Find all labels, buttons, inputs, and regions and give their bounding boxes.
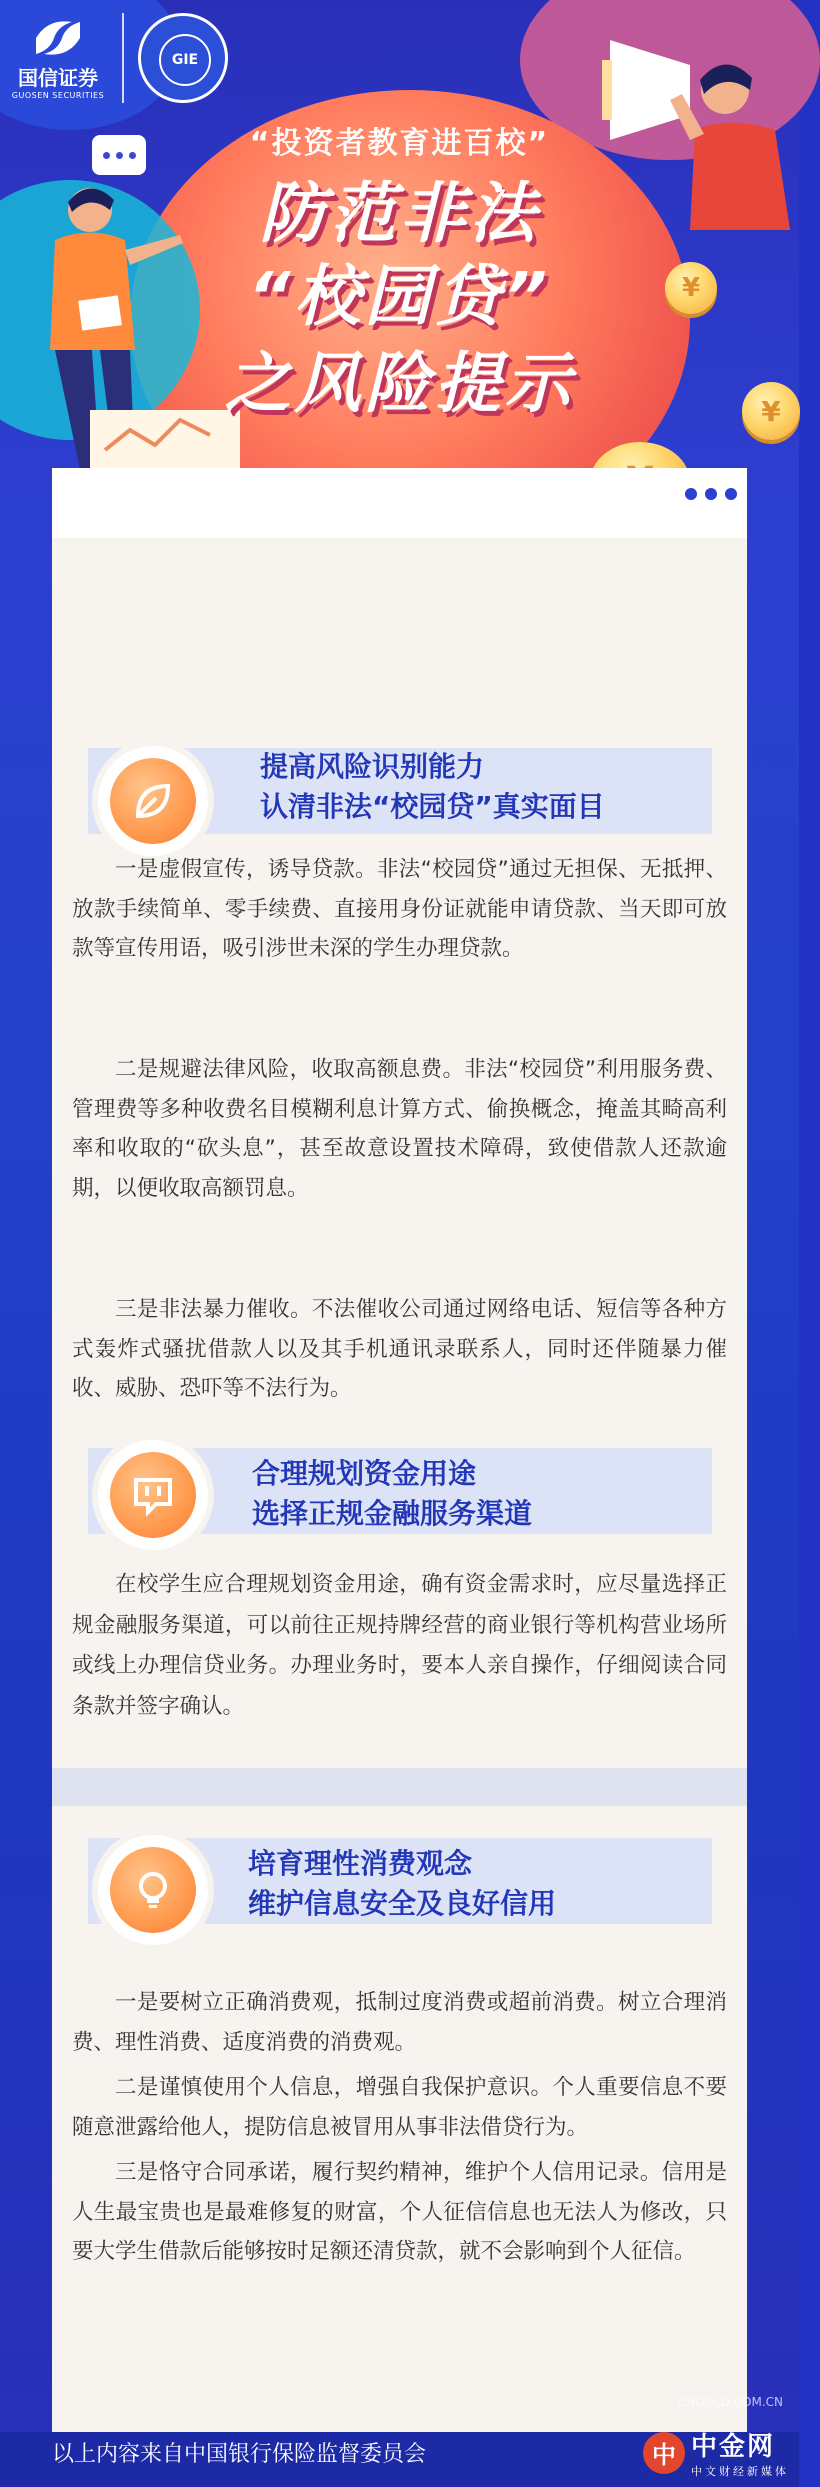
- source-note: 以上内容来自中国银行保险监督委员会: [52, 2442, 427, 2467]
- leaf-icon: [130, 778, 176, 824]
- section-3-paragraph: 一是要树立正确消费观，抵制过度消费或超前消费。树立合理消费、理性消费、适度消费的消费观。: [72, 1990, 727, 2055]
- logo-divider: [122, 13, 124, 103]
- card-dots-decoration: [685, 488, 737, 500]
- page-title-line-2: “校园贷”: [247, 258, 551, 335]
- alert-message-icon: [130, 1472, 176, 1518]
- section-3-title-line-1: 培育理性消费观念: [248, 1847, 473, 1880]
- watermark-site: CNGOLD.COM.CN: [677, 2395, 783, 2409]
- watermark-tagline: 中文财经新媒体: [691, 2465, 789, 2478]
- section-3-paragraph: 二是谨慎使用个人信息，增强自我保护意识。个人重要信息不要随意泄露给他人，提防信息被冒用从事非法借贷行为。: [72, 2075, 727, 2140]
- guosen-logo: [8, 16, 108, 100]
- coin-icon: ¥: [665, 262, 717, 314]
- lightbulb-icon: [130, 1867, 176, 1913]
- brand-logo-bar: [8, 8, 228, 108]
- section-2-title-line-2: 选择正规金融服务渠道: [252, 1497, 533, 1530]
- section-1-title-line-1: 提高风险识别能力: [260, 750, 485, 783]
- section-1-paragraph: 三是非法暴力催收。不法催收公司通过网络电话、短信等各种方式轰炸式骚扰借款人以及其手机通讯录联系人，同时还伴随暴力催收、威胁、恐吓等不法行为。: [72, 1297, 727, 1401]
- page-title-line-3: 之风险提示: [224, 345, 575, 422]
- watermark-name: 中金网: [691, 2432, 776, 2462]
- section-3-paragraph: 三是恪守合同承诺，履行契约精神，维护个人信用记录。信用是人生最宝贵也是最难修复的财富，个人征信信息也无法人为修改，只要大学生借款后能够按时足额还清贷款，就不会影响到个人征信。: [72, 2160, 727, 2264]
- investor-education-seal: [138, 13, 228, 103]
- watermark-logo-icon: 中: [643, 2432, 685, 2474]
- coin-icon: ¥: [742, 382, 800, 440]
- watermark-logo: [643, 2426, 789, 2479]
- section-1-paragraph: 一是虚假宣传，诱导贷款。非法“校园贷”通过无担保、无抵押、放款手续简单、零手续费、直接用身份证就能申请贷款、当天即可放款等宣传用语，吸引涉世未深的学生办理贷款。: [72, 857, 727, 961]
- section-3-title-line-2: 维护信息安全及良好信用: [248, 1887, 557, 1920]
- section-divider-band: [52, 1768, 747, 1806]
- campaign-subheading: “投资者教育进百校”: [249, 126, 550, 161]
- section-2-title-line-1: 合理规划资金用途: [252, 1457, 477, 1490]
- section-1-title-line-2: 认清非法“校园贷”真实面目: [260, 790, 605, 823]
- section-1-icon-badge: [98, 746, 208, 856]
- section-2-paragraph: 在校学生应合理规划资金用途，确有资金需求时，应尽量选择正规金融服务渠道，可以前往正规持牌经营的商业银行等机构营业场所或线上办理信贷业务。办理业务时，要本人亲自操作，仔细阅读合同条款并签字确认。: [72, 1572, 727, 1719]
- section-2-icon-badge: [98, 1440, 208, 1550]
- section-1-paragraph: 二是规避法律风险，收取高额息费。非法“校园贷”利用服务费、管理费等多种收费名目模糊利息计算方式、偷换概念，掩盖其畸高利率和收取的“砍头息”，甚至故意设置技术障碍，致使借款人还款逾期，以便收取高额罚息。: [72, 1057, 727, 1201]
- guosen-logo-icon: [28, 16, 88, 60]
- card-header-strip: [52, 468, 747, 538]
- header-banner: [0, 0, 799, 470]
- section-3-icon-badge: [98, 1835, 208, 1945]
- page-title-line-1: 防范非法: [259, 175, 540, 252]
- seal-emblem: GIE: [159, 34, 211, 86]
- logo-text-cn: 国信证券: [18, 66, 98, 90]
- logo-text-en: GUOSEN SECURITIES: [11, 91, 105, 100]
